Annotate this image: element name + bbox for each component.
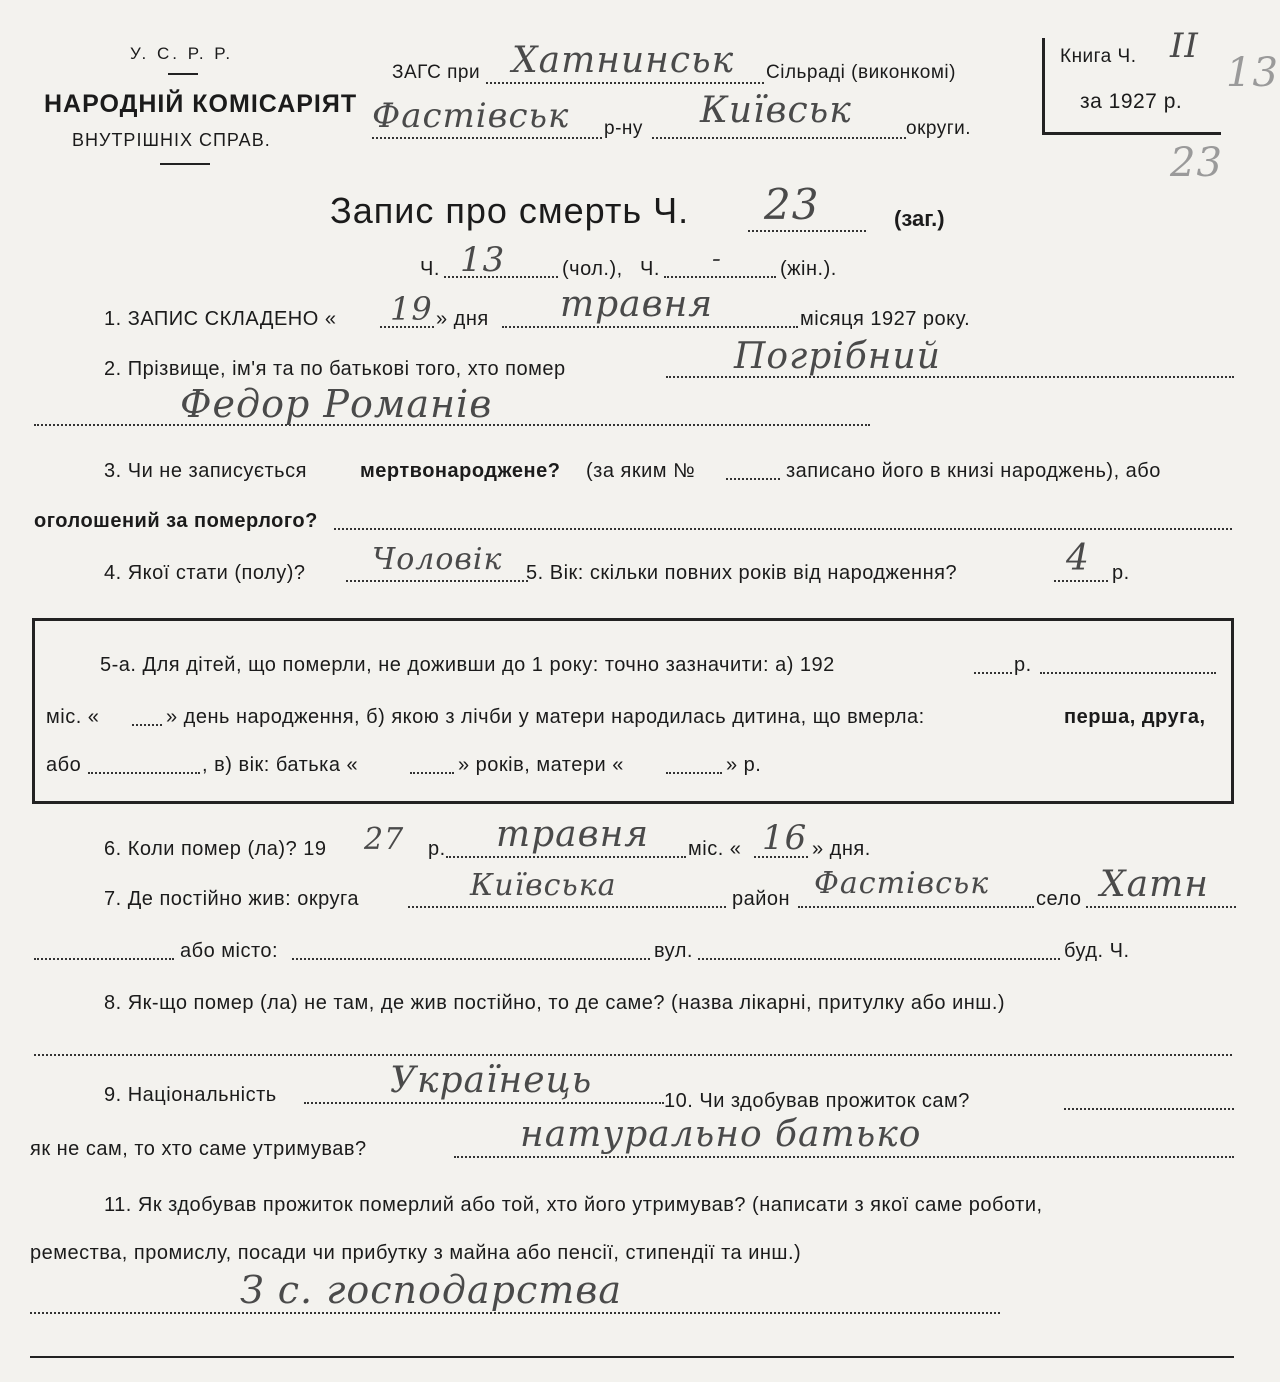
field3-line2: оголошений за померлого? [34,510,318,532]
field3-num-line [726,478,780,480]
field5-end: р. [1112,562,1130,584]
field9-line [304,1102,664,1104]
field5a-mis: міс. « [46,706,100,728]
field6-year-hw: 27 [364,822,405,857]
district-line [372,137,602,139]
field1-month-hw: травня [560,284,714,325]
field5a-year-line [974,672,1012,674]
field5a-line3c: » р. [726,754,762,776]
field7-misto-line-pre [34,958,174,960]
zags-village-hw: Хатнинськ [512,40,735,81]
zags-village-line [486,82,764,84]
field6-label: 6. Коли помер (ла)? 19 [104,838,327,860]
field11-line2: ремества, промислу, посади чи прибутку з майна або пенсії, стипендії та инш.) [30,1242,802,1264]
field5-age-hw: 4 [1066,538,1090,579]
field10-line2: як не сам, то хто саме утримував? [30,1138,367,1160]
field7-okrug-line [408,906,726,908]
okrug-line [652,137,906,139]
field5a-mother-line [666,772,722,774]
district-hw: Фастівськ [372,96,570,136]
field5a-line3a: , в) вік: батька « [202,754,359,776]
field7-label: 7. Де постійно жив: округа [104,888,359,910]
field7-bud: буд. Ч. [1064,940,1130,962]
male-label: (чол.), [562,258,623,280]
field5a-line2: » день народження, б) якою з лічби у матери народилась дитина, що вмерла: [166,706,925,728]
zags-prefix: ЗАГС при [392,62,481,83]
field8-line [34,1054,1232,1056]
field5a-father-line [410,772,454,774]
title-number-hw: 23 [764,180,820,229]
field6-mis: міс. « [688,838,742,860]
field8-label: 8. Як-що помер (ла) не там, де жив постійно, то де саме? (назва лікарні, притулку або инш.) [104,992,1006,1014]
field1-end: місяця 1927 року. [800,308,971,330]
field7-rayon: район [732,888,791,910]
zags-suffix: Сільраді (виконкомі) [766,62,956,83]
field3-end: записано його в книзі народжень), або [786,460,1161,482]
field7-rayon-hw: Фастівськ [814,866,990,901]
field5a-abo-line [88,772,200,774]
divider [168,73,198,75]
field1-label: 1. ЗАПИС СКЛАДЕНО « [104,308,337,330]
field10-line [1064,1108,1234,1110]
field4-sex-hw: Чоловік [372,542,503,577]
field3-bold: мертвонароджене? [360,460,561,482]
female-number-hw: - [712,244,722,274]
field3-mid: (за яким № [586,460,696,482]
field11-hw: З с. господарства [240,1268,623,1312]
title-suffix: (заг.) [894,206,945,231]
department-label: ВНУТРІШНІХ СПРАВ. [72,130,271,150]
margin-note-top: 13 [1226,50,1279,96]
field4-label: 4. Якої стати (полу)? [104,562,306,584]
field6-day-hw: 16 [762,818,808,858]
book-year: за 1927 р. [1080,90,1183,113]
divider [160,163,210,165]
field1-mid: » дня [436,308,489,330]
book-label: Книга Ч. [1060,46,1137,67]
field5a-line3b: » років, матери « [458,754,624,776]
field7-okrug-hw: Київська [470,868,617,903]
field6-month-hw: травня [496,814,650,855]
field4-line [346,580,528,582]
field6-end: » дня. [812,838,871,860]
okrug-hw: Київськ [700,90,852,131]
okrug-suffix: округи. [906,118,972,139]
field5-line [1054,580,1108,582]
field5a-abo: або [46,754,82,776]
field7-rayon-line [798,906,1034,908]
female-label: (жін.). [780,258,837,280]
field5a-r-line [1040,672,1216,674]
field7-selo: село [1036,888,1082,910]
female-line [664,276,776,278]
field7-vul-line [698,958,1060,960]
field11-label: 11. Як здобував прожиток померлий або той, хто його утримував? (написати з якої саме роботи, [104,1194,1043,1216]
bottom-rule [30,1356,1234,1358]
field10-label: 10. Чи здобував прожиток сам? [664,1090,970,1112]
field5-label: 5. Вік: скільки повних років від народження? [526,562,958,584]
field5a-line1: 5-а. Для дітей, що померли, не доживши до 1 року: точно зазначити: а) 192 [100,654,835,676]
male-ch: Ч. [420,258,440,280]
field10-line2-dots [454,1156,1234,1158]
ussr-label: У. С. Р. Р. [130,44,234,63]
field5a-bold: перша, друга, [1064,706,1206,728]
field6-month-line [446,856,686,858]
field1-day-hw: 19 [390,290,433,328]
field6-r: р. [428,838,446,860]
title-label: Запис про смерть Ч. [330,190,690,231]
field1-month-line [502,326,798,328]
field11-line2-dots [30,1312,1000,1314]
field7-misto-line [292,958,650,960]
field9-label: 9. Національність [104,1084,277,1106]
district-suffix: р-ну [604,118,643,139]
margin-note-bottom: 23 [1170,140,1223,186]
book-number-hw: II [1170,26,1199,66]
field7-misto: або місто: [180,940,279,962]
male-number-hw: 13 [460,240,506,280]
female-ch: Ч. [640,258,660,280]
field7-selo-line [1086,906,1236,908]
field10-hw: натурально батько [520,1114,922,1155]
commissariat-label: НАРОДНІЙ КОМІСАРІЯТ [44,90,358,118]
field5a-r: р. [1014,654,1032,676]
field7-vul: вул. [654,940,693,962]
field3-label: 3. Чи не записується [104,460,307,482]
title-number-line [748,230,866,232]
field2-label: 2. Прізвище, ім'я та по батькові того, хто помер [104,358,566,380]
field3-line2-dots [334,528,1232,530]
field9-hw: Українець [390,1060,593,1101]
field2-name-hw: Федор Романів [180,382,493,426]
field2-surname-hw: Погрібний [734,336,941,377]
field5a-day-line [132,724,162,726]
field7-selo-hw: Хатн [1100,864,1209,905]
